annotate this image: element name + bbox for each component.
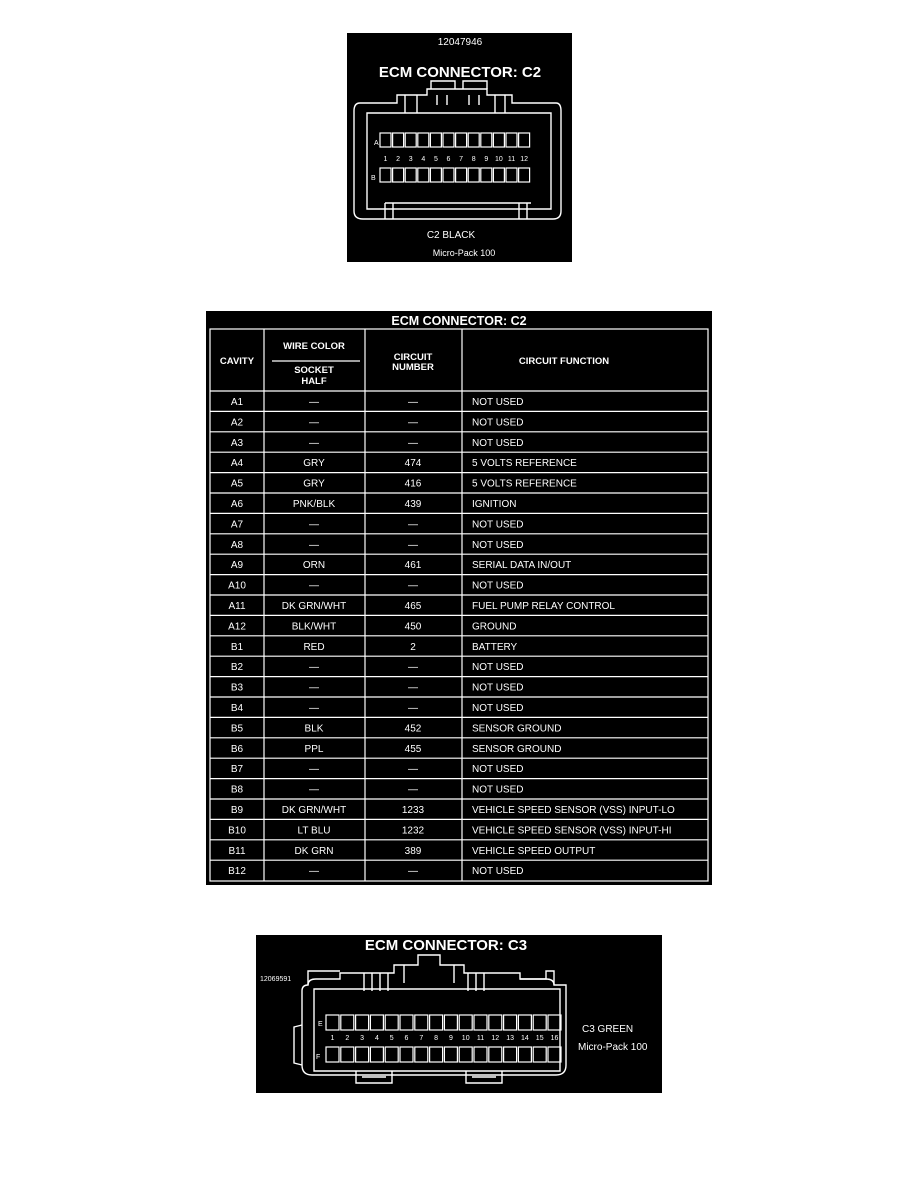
- c3-cavity-bottom-4: [370, 1047, 383, 1062]
- cell-circuit-function: SENSOR GROUND: [472, 743, 562, 755]
- c3-cavity-top-5: [385, 1015, 398, 1030]
- cell-circuit-function: NOT USED: [472, 682, 524, 694]
- cell-circuit-number: —: [408, 539, 418, 551]
- c3-diagram-title: ECM CONNECTOR: C3: [364, 937, 528, 954]
- c3-row-f-cavities: [326, 1047, 561, 1062]
- header-number: NUMBER: [392, 362, 434, 373]
- table-row: [231, 397, 524, 408]
- cell-circuit-function: 5 VOLTS REFERENCE: [472, 458, 577, 470]
- cell-circuit-function: VEHICLE SPEED SENSOR (VSS) INPUT-LO: [472, 805, 675, 816]
- cell-cavity: A12: [228, 621, 246, 633]
- cell-cavity: A4: [230, 458, 244, 470]
- c2-pin-number: 7: [459, 156, 464, 163]
- c3-pin-number: 2: [345, 1035, 350, 1042]
- c2-cavity-top-4: [418, 133, 429, 147]
- c2-pin-number: 6: [446, 156, 451, 163]
- cell-wire-color: ORN: [302, 560, 326, 572]
- cell-wire-color: RED: [303, 641, 325, 653]
- c2-pin-number: 10: [495, 156, 503, 163]
- table-row: [231, 723, 562, 734]
- cell-circuit-number: 416: [404, 478, 422, 490]
- cell-wire-color: —: [309, 764, 319, 776]
- table-row: [231, 703, 524, 714]
- cell-circuit-number: 1233: [401, 805, 425, 816]
- cell-cavity: A1: [230, 397, 244, 408]
- c2-row-a-cavities: [380, 133, 530, 147]
- header-half: HALF: [301, 376, 327, 387]
- header-wire-color: WIRE COLOR: [283, 341, 345, 352]
- c3-pin-number: 9: [448, 1035, 453, 1042]
- table-row: [231, 785, 524, 796]
- cell-wire-color: —: [309, 580, 319, 592]
- c3-cavity-bottom-12: [489, 1047, 502, 1062]
- cell-cavity: B7: [230, 764, 244, 776]
- c3-cavity-top-10: [459, 1015, 472, 1030]
- cell-wire-color: —: [309, 539, 319, 551]
- cell-circuit-function: NOT USED: [472, 539, 524, 551]
- cell-circuit-number: 439: [404, 499, 422, 510]
- cell-wire-color: —: [309, 703, 319, 714]
- cell-wire-color: —: [309, 397, 319, 408]
- table-row: [231, 764, 524, 775]
- cell-circuit-number: 1232: [401, 825, 425, 837]
- cell-wire-color: —: [309, 662, 319, 674]
- cell-wire-color: GRY: [303, 478, 325, 490]
- c2-cavity-top-1: [380, 133, 391, 147]
- c3-connector-diagram: [256, 935, 662, 1093]
- c2-cavity-bottom-5: [430, 168, 441, 182]
- c2-pin-number: 5: [433, 156, 438, 163]
- c3-pin-number: 10: [461, 1035, 470, 1042]
- c3-pin-number: 15: [535, 1035, 544, 1042]
- table-row: [231, 438, 524, 449]
- header-socket: SOCKET: [294, 365, 334, 376]
- c3-cavity-bottom-6: [400, 1047, 413, 1062]
- c2-row-b-label: B: [371, 175, 376, 182]
- c3-cavity-bottom-14: [518, 1047, 531, 1062]
- cell-cavity: A5: [230, 478, 244, 490]
- c3-row-e-label: E: [318, 1021, 323, 1028]
- cell-circuit-number: —: [408, 703, 418, 714]
- cell-circuit-function: VEHICLE SPEED OUTPUT: [472, 845, 596, 857]
- c3-row-f-label: F: [316, 1054, 321, 1061]
- c3-cavity-top-7: [415, 1015, 428, 1030]
- cell-wire-color: PPL: [304, 743, 324, 755]
- header-circuit: CIRCUIT: [393, 352, 433, 363]
- c3-pin-number: 5: [389, 1035, 394, 1042]
- cell-cavity: A9: [230, 560, 244, 572]
- c2-cavity-bottom-4: [418, 168, 429, 182]
- c3-cavity-top-11: [474, 1015, 487, 1030]
- cell-wire-color: DK GRN/WHT: [281, 805, 347, 816]
- c3-cavity-bottom-2: [341, 1047, 354, 1062]
- c3-pin-number: 6: [404, 1035, 409, 1042]
- cell-circuit-function: FUEL PUMP RELAY CONTROL: [472, 601, 615, 612]
- table-row: [228, 581, 523, 592]
- c3-cavity-bottom-7: [415, 1047, 428, 1062]
- cell-cavity: B9: [230, 805, 244, 816]
- cell-wire-color: —: [309, 519, 319, 531]
- cell-wire-color: —: [309, 682, 319, 694]
- cell-wire-color: BLK: [304, 723, 324, 735]
- cell-cavity: A2: [230, 417, 244, 429]
- cell-circuit-function: 5 VOLTS REFERENCE: [472, 478, 577, 490]
- c3-type-label: Micro-Pack 100: [578, 1042, 648, 1053]
- c3-cavity-bottom-1: [326, 1047, 339, 1062]
- cell-circuit-number: 474: [404, 458, 422, 470]
- c3-cavity-bottom-16: [548, 1047, 561, 1062]
- cell-circuit-number: 455: [404, 743, 422, 755]
- cell-circuit-number: —: [408, 397, 418, 408]
- c3-cavity-top-3: [356, 1015, 369, 1030]
- cell-cavity: A10: [228, 580, 246, 592]
- cell-circuit-function: SENSOR GROUND: [472, 723, 562, 735]
- table-row: [228, 866, 523, 877]
- c2-cavity-top-6: [443, 133, 454, 147]
- cell-wire-color: —: [309, 866, 319, 878]
- table-row: [231, 744, 562, 755]
- c3-cavity-top-12: [489, 1015, 502, 1030]
- cell-circuit-number: 389: [404, 845, 422, 857]
- c2-cavity-bottom-2: [393, 168, 404, 182]
- cell-circuit-number: —: [408, 662, 418, 674]
- c3-pin-number: 16: [550, 1035, 559, 1042]
- table-row: [231, 499, 517, 510]
- c2-cavity-bottom-3: [405, 168, 416, 182]
- cell-cavity: B8: [230, 784, 244, 796]
- c2-cavity-bottom-7: [456, 168, 467, 182]
- cell-wire-color: —: [309, 784, 319, 796]
- c3-cavity-bottom-9: [444, 1047, 457, 1062]
- cell-circuit-function: BATTERY: [472, 641, 518, 653]
- c3-pin-numbers: [331, 1035, 559, 1042]
- c2-cavity-top-7: [456, 133, 467, 147]
- table-row: [231, 560, 571, 571]
- cell-circuit-function: NOT USED: [472, 703, 524, 714]
- c3-cavity-bottom-15: [533, 1047, 546, 1062]
- c2-cavity-bottom-6: [443, 168, 454, 182]
- c3-cavity-top-14: [518, 1015, 531, 1030]
- cell-circuit-function: NOT USED: [472, 784, 524, 796]
- header-cavity: CAVITY: [219, 356, 255, 367]
- cell-circuit-function: NOT USED: [472, 866, 524, 878]
- c3-pin-number: 3: [360, 1035, 365, 1042]
- c2-cavity-top-3: [405, 133, 416, 147]
- c2-pin-numbers: [384, 156, 529, 163]
- c2-pinout-table: [206, 311, 712, 885]
- c3-pin-number: 12: [491, 1035, 500, 1042]
- c2-color-label: C2 BLACK: [426, 230, 476, 241]
- cell-circuit-number: —: [408, 682, 418, 694]
- c2-cavity-top-2: [393, 133, 404, 147]
- cell-cavity: B11: [228, 845, 246, 857]
- c3-cavity-top-4: [370, 1015, 383, 1030]
- cell-wire-color: BLK/WHT: [291, 621, 337, 633]
- table-row: [228, 621, 516, 632]
- c3-cavity-top-8: [430, 1015, 443, 1030]
- c3-pin-number: 13: [506, 1035, 514, 1042]
- cell-wire-color: DK GRN/WHT: [281, 601, 347, 612]
- c3-pin-number: 14: [521, 1035, 529, 1042]
- c3-cavity-bottom-13: [504, 1047, 517, 1062]
- c2-pin-number: 12: [520, 156, 528, 163]
- cell-circuit-function: VEHICLE SPEED SENSOR (VSS) INPUT-HI: [472, 825, 672, 837]
- c3-pin-number: 8: [434, 1035, 439, 1042]
- c2-cavity-top-8: [468, 133, 479, 147]
- cell-circuit-number: 452: [404, 723, 422, 735]
- c2-diagram-title: ECM CONNECTOR: C2: [378, 64, 542, 81]
- c3-cavity-top-9: [444, 1015, 457, 1030]
- c2-pin-number: 3: [408, 156, 413, 163]
- cell-cavity: B12: [228, 866, 246, 878]
- c3-cavity-top-15: [533, 1015, 546, 1030]
- c2-connector-diagram: [347, 33, 572, 262]
- cell-circuit-number: —: [408, 519, 418, 531]
- c2-pin-number: 1: [383, 156, 388, 163]
- c3-cavity-bottom-8: [430, 1047, 443, 1062]
- cell-cavity: B5: [230, 723, 244, 735]
- table-row: [231, 683, 524, 694]
- cell-circuit-number: —: [408, 764, 418, 776]
- cell-wire-color: LT BLU: [297, 825, 331, 837]
- c3-pin-number: 1: [330, 1035, 335, 1042]
- cell-circuit-number: —: [408, 437, 418, 449]
- table-row: [228, 825, 671, 836]
- c2-cavity-top-12: [519, 133, 530, 147]
- cell-circuit-function: NOT USED: [472, 417, 524, 429]
- c3-cavity-top-2: [341, 1015, 354, 1030]
- cell-wire-color: PNK/BLK: [292, 499, 336, 510]
- c3-cavity-bottom-10: [459, 1047, 472, 1062]
- cell-circuit-number: —: [408, 784, 418, 796]
- c3-cavity-bottom-11: [474, 1047, 487, 1062]
- cell-wire-color: —: [309, 437, 319, 449]
- cell-cavity: B1: [230, 641, 244, 653]
- cell-cavity: B6: [230, 743, 244, 755]
- c3-cavity-top-6: [400, 1015, 413, 1030]
- c2-cavity-bottom-8: [468, 168, 479, 182]
- cell-circuit-function: SERIAL DATA IN/OUT: [472, 560, 572, 572]
- c3-cavity-bottom-5: [385, 1047, 398, 1062]
- c2-pin-number: 8: [471, 156, 476, 163]
- cell-cavity: B2: [230, 662, 244, 674]
- c3-cavity-top-1: [326, 1015, 339, 1030]
- c2-part-number: 12047946: [437, 37, 483, 48]
- cell-circuit-number: —: [408, 866, 418, 878]
- c2-cavity-bottom-12: [519, 168, 530, 182]
- cell-circuit-function: IGNITION: [472, 499, 517, 510]
- cell-cavity: B3: [230, 682, 244, 694]
- table-body: [228, 397, 675, 877]
- c2-row-a-label: A: [374, 140, 379, 147]
- c3-pin-number: 4: [374, 1035, 379, 1042]
- c2-cavity-top-10: [493, 133, 504, 147]
- c2-cavity-top-11: [506, 133, 517, 147]
- cell-circuit-function: GROUND: [472, 621, 517, 633]
- table-row: [228, 846, 595, 857]
- cell-cavity: B10: [228, 825, 246, 837]
- table-row: [231, 662, 524, 673]
- c3-part-number: 12069591: [260, 976, 292, 983]
- c3-pin-number: 11: [476, 1035, 485, 1042]
- cell-circuit-function: NOT USED: [472, 397, 524, 408]
- c2-pin-number: 4: [421, 156, 426, 163]
- c3-row-e-cavities: [326, 1015, 561, 1030]
- cell-cavity: A11: [228, 601, 246, 612]
- cell-cavity: A7: [230, 519, 244, 531]
- c2-cavity-top-9: [481, 133, 492, 147]
- c2-cavity-bottom-9: [481, 168, 492, 182]
- cell-circuit-number: —: [408, 417, 418, 429]
- cell-circuit-number: —: [408, 580, 418, 592]
- table-row: [231, 642, 518, 653]
- table-row: [231, 540, 524, 551]
- cell-wire-color: GRY: [303, 458, 325, 470]
- cell-wire-color: —: [309, 417, 319, 429]
- cell-cavity: A3: [230, 437, 244, 449]
- cell-cavity: B4: [230, 703, 244, 714]
- c2-pin-number: 2: [396, 156, 401, 163]
- cell-circuit-number: 461: [404, 560, 422, 572]
- table-row: [231, 417, 524, 428]
- cell-wire-color: DK GRN: [294, 845, 334, 857]
- c2-cavity-bottom-11: [506, 168, 517, 182]
- table-row: [231, 805, 675, 816]
- cell-cavity: A6: [230, 499, 244, 510]
- c3-color-label: C3 GREEN: [582, 1024, 634, 1035]
- table-row: [231, 519, 524, 530]
- c2-connector-outline: [354, 81, 561, 219]
- table-row: [231, 458, 577, 469]
- cell-circuit-function: NOT USED: [472, 764, 524, 776]
- c2-cavity-bottom-1: [380, 168, 391, 182]
- table-title: ECM CONNECTOR: C2: [391, 314, 527, 328]
- c3-pin-number: 7: [419, 1035, 424, 1042]
- c3-cavity-bottom-3: [356, 1047, 369, 1062]
- c2-type-label: Micro-Pack 100: [432, 248, 496, 258]
- c2-pin-number: 11: [507, 156, 516, 163]
- cell-circuit-function: NOT USED: [472, 519, 524, 531]
- c3-cavity-top-16: [548, 1015, 561, 1030]
- cell-cavity: A8: [230, 539, 244, 551]
- cell-circuit-number: 450: [404, 621, 422, 633]
- c2-row-b-cavities: [380, 168, 530, 182]
- table-row: [228, 601, 615, 612]
- c2-cavity-bottom-10: [493, 168, 504, 182]
- c2-pin-number: 9: [484, 156, 489, 163]
- cell-circuit-number: 2: [410, 641, 416, 653]
- cell-circuit-number: 465: [404, 601, 422, 612]
- cell-circuit-function: NOT USED: [472, 580, 524, 592]
- c2-cavity-top-5: [430, 133, 441, 147]
- cell-circuit-function: NOT USED: [472, 662, 524, 674]
- cell-circuit-function: NOT USED: [472, 437, 524, 449]
- header-circuit-function: CIRCUIT FUNCTION: [518, 356, 610, 367]
- table-row: [231, 479, 577, 490]
- c3-cavity-top-13: [504, 1015, 517, 1030]
